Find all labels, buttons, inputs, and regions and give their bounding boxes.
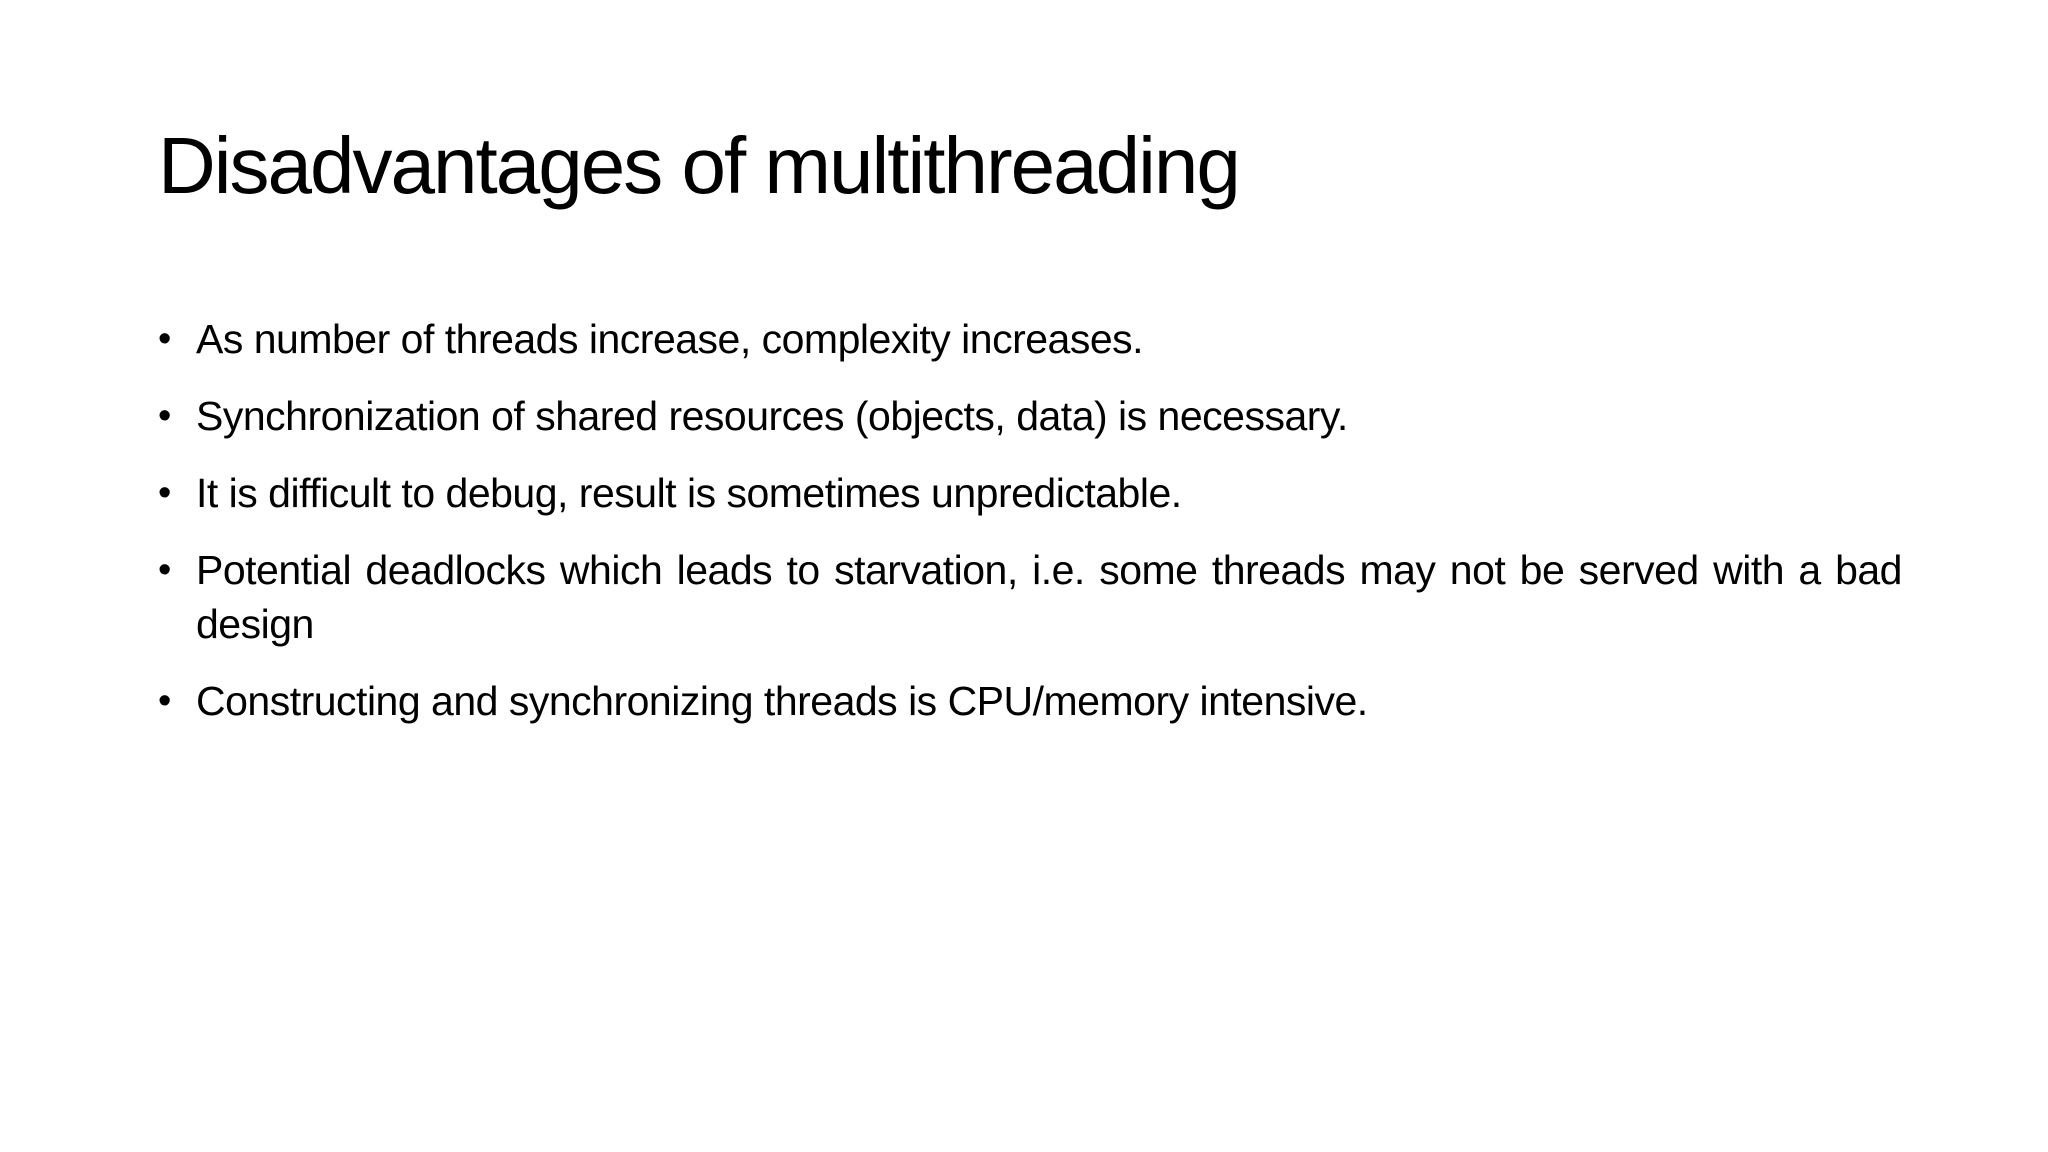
bullet-icon: •: [158, 549, 171, 591]
bullet-icon: •: [158, 680, 171, 722]
bullet-icon: •: [158, 395, 171, 437]
list-item: [158, 543, 1902, 651]
bullet-text: As number of threads increase, complexity increases.: [196, 316, 1144, 362]
list-item: [158, 466, 1902, 520]
bullet-text: Potential deadlocks which leads to starvation, i.e. some threads may not be served with a bad design: [196, 547, 1902, 647]
bullet-text: It is difficult to debug, result is sometimes unpredictable.: [196, 470, 1182, 516]
bullet-list: [158, 312, 1902, 751]
slide-title: Disadvantages of multithreading: [158, 121, 1239, 210]
list-item: [158, 389, 1902, 443]
bullet-text: Constructing and synchronizing threads is CPU/memory intensive.: [196, 678, 1368, 724]
list-item: [158, 674, 1902, 728]
bullet-text: Synchronization of shared resources (objects, data) is necessary.: [196, 393, 1348, 439]
bullet-icon: •: [158, 318, 171, 360]
list-item: [158, 312, 1902, 366]
bullet-icon: •: [158, 472, 171, 514]
